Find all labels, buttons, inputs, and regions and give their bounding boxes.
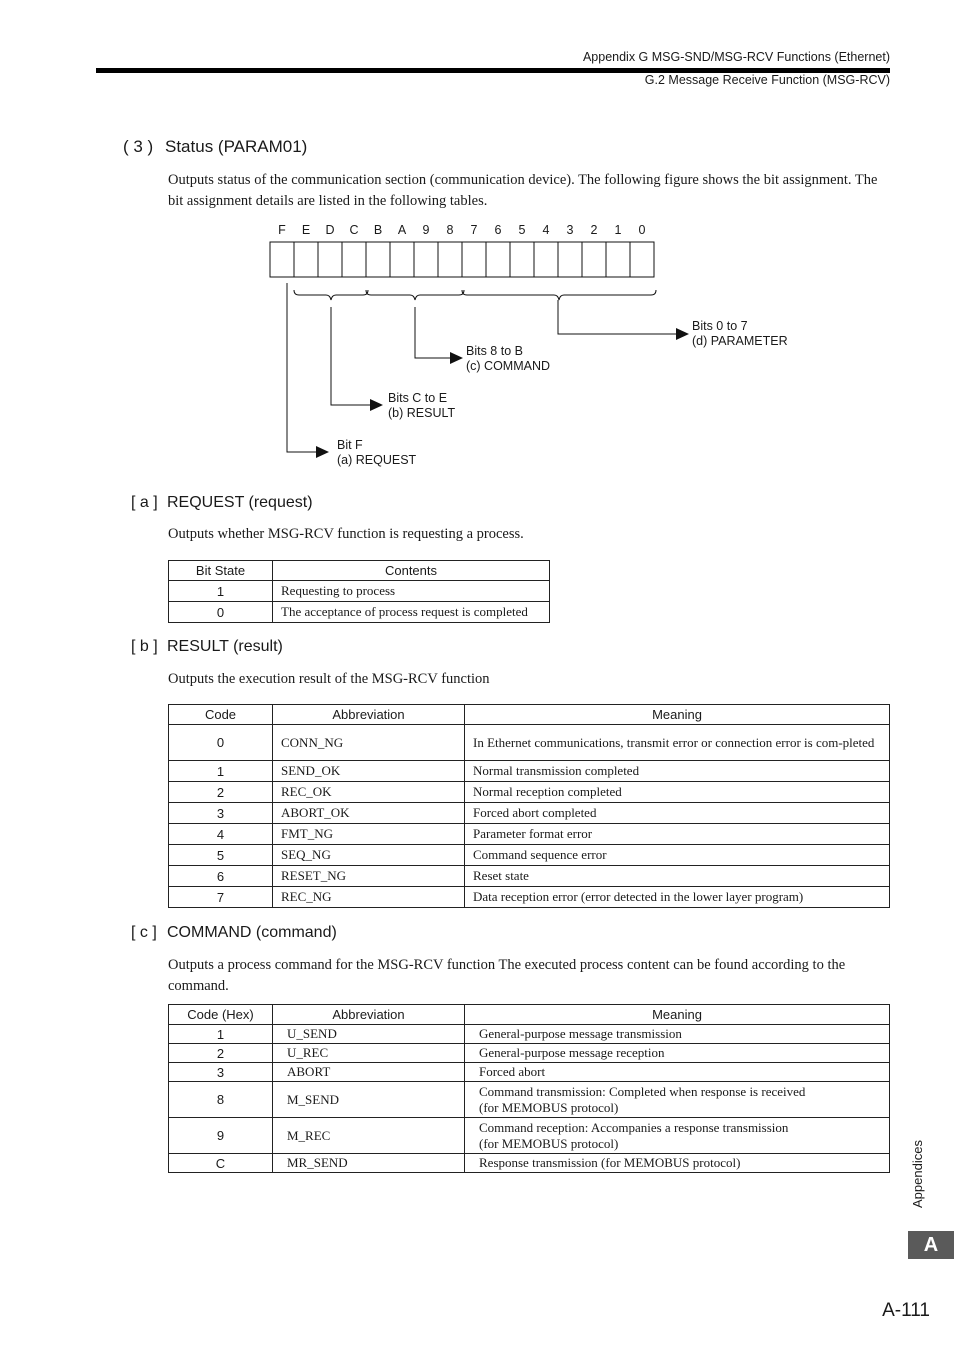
column-header: Code [169, 705, 273, 725]
leader-line-result [331, 307, 370, 405]
subsection-title: REQUEST (request) [167, 494, 313, 511]
bit-cells [294, 242, 630, 277]
table-cell: 0 [169, 602, 273, 623]
result-table [168, 704, 890, 908]
group-command-name: (c) COMMAND [466, 359, 551, 373]
bit-label: B [373, 223, 383, 237]
page-number: A-111 [882, 1300, 930, 1321]
table-row [169, 1082, 890, 1118]
appendix-tab: A [908, 1231, 954, 1259]
running-header-section: G.2 Message Receive Function (MSG-RCV) [644, 73, 890, 87]
table-cell: The acceptance of process request is completed [273, 602, 550, 623]
arrowhead-result [370, 399, 383, 411]
bit-label: 2 [590, 223, 598, 237]
leader-line-request [287, 283, 316, 452]
column-header: Code (Hex) [169, 1005, 273, 1025]
table-row [169, 761, 890, 782]
table-cell: U_SEND [273, 1025, 465, 1044]
brace-bits-0-7 [462, 290, 656, 300]
table-cell: 1 [169, 761, 273, 782]
table-cell: Command sequence error [465, 845, 890, 866]
column-header: Contents [273, 561, 550, 581]
command-table [168, 1004, 890, 1173]
bit-label: F [278, 223, 286, 237]
bit-label: D [325, 223, 335, 237]
table-cell: Forced abort completed [465, 803, 890, 824]
meaning-line: (for MEMOBUS protocol) [479, 1099, 619, 1115]
table-row [169, 1044, 890, 1063]
table-cell: 2 [169, 1044, 273, 1063]
brace-bits-c-e [294, 290, 368, 300]
group-result-name: (b) RESULT [388, 406, 456, 420]
table-cell: Normal reception completed [465, 782, 890, 803]
bit-label: 7 [470, 223, 478, 237]
table-cell: 5 [169, 845, 273, 866]
bit-label: E [301, 223, 311, 237]
side-label-appendices: Appendices [910, 1140, 925, 1208]
table-cell: SEND_OK [273, 761, 465, 782]
table-cell: 1 [169, 1025, 273, 1044]
table-cell: 3 [169, 803, 273, 824]
bit-label: 5 [518, 223, 526, 237]
bit-label: 0 [638, 223, 646, 237]
table-row [169, 845, 890, 866]
result-description: Outputs the execution result of the MSG-RCV function [168, 671, 490, 687]
group-command-bits: Bits 8 to B [466, 344, 523, 358]
table-cell: RESET_NG [273, 866, 465, 887]
table-header-row [169, 1005, 890, 1025]
table-cell: 2 [169, 782, 273, 803]
table-row [169, 824, 890, 845]
section-title: Status (PARAM01) [165, 137, 308, 156]
table-cell: C [169, 1154, 273, 1173]
column-header: Meaning [465, 1005, 890, 1025]
table-cell: CONN_NG [273, 725, 465, 761]
table-cell: Normal transmission completed [465, 761, 890, 782]
table-cell [465, 1063, 890, 1082]
table-cell: ABORT [273, 1063, 465, 1082]
table-row [169, 782, 890, 803]
table-cell: U_REC [273, 1044, 465, 1063]
group-parameter-name: (d) PARAMETER [692, 334, 788, 348]
group-request-bits: Bit F [337, 438, 363, 452]
table-cell: Requesting to process [273, 581, 550, 602]
section-number: ( 3 ) [123, 137, 154, 156]
table-cell: Data reception error (error detected in the lower layer program) [465, 887, 890, 908]
table-row [169, 1118, 890, 1154]
table-cell [465, 1118, 890, 1154]
bit-label: 8 [446, 223, 454, 237]
table-cell: MR_SEND [273, 1154, 465, 1173]
table-cell: M_SEND [273, 1082, 465, 1118]
arrowhead-command [450, 352, 463, 364]
table-header-row [169, 561, 550, 581]
table-cell [465, 1025, 890, 1044]
table-cell: 4 [169, 824, 273, 845]
meaning-line: General-purpose message reception [479, 1045, 665, 1060]
table-cell: REC_OK [273, 782, 465, 803]
table-cell: Parameter format error [465, 824, 890, 845]
subsection-result-heading [131, 638, 283, 656]
group-parameter-bits: Bits 0 to 7 [692, 319, 748, 333]
subsection-number: [ c ] [131, 924, 157, 941]
column-header: Abbreviation [273, 705, 465, 725]
bit-label: 3 [566, 223, 574, 237]
arrowhead-request [316, 446, 329, 458]
group-result-bits: Bits C to E [388, 391, 448, 405]
meaning-line: (for MEMOBUS protocol) [479, 1135, 619, 1151]
subsection-number: [ b ] [131, 638, 158, 655]
table-cell: 6 [169, 866, 273, 887]
subsection-request-heading [131, 494, 313, 512]
bit-label: A [397, 223, 407, 237]
bit-label: 1 [614, 223, 622, 237]
table-cell [465, 1082, 890, 1118]
table-cell: 1 [169, 581, 273, 602]
table-row [169, 1025, 890, 1044]
table-cell: 7 [169, 887, 273, 908]
subsection-title: RESULT (result) [167, 638, 283, 655]
subsection-title: COMMAND (command) [167, 924, 337, 941]
table-cell: REC_NG [273, 887, 465, 908]
table-cell [465, 1044, 890, 1063]
bit-labels [278, 223, 645, 237]
request-description: Outputs whether MSG-RCV function is requesting a process. [168, 526, 524, 542]
subsection-number: [ a ] [131, 494, 158, 511]
leader-line-command [415, 307, 450, 358]
meaning-line: Command reception: Accompanies a response transmission [479, 1119, 789, 1135]
table-cell: 0 [169, 725, 273, 761]
bit-assignment-figure [0, 0, 954, 480]
bit-label: 6 [494, 223, 502, 237]
section-intro: Outputs status of the communication section (communication device). The following figure shows the bit assignment. The bit assignment details are listed in the following tables. [168, 172, 878, 209]
table-row [169, 1063, 890, 1082]
meaning-line: General-purpose message transmission [479, 1026, 682, 1041]
table-cell: 8 [169, 1082, 273, 1118]
column-header: Meaning [465, 705, 890, 725]
group-request-name: (a) REQUEST [337, 453, 417, 467]
subsection-command-heading [131, 924, 337, 942]
meaning-line: Response transmission (for MEMOBUS protocol) [479, 1155, 741, 1170]
table-row [169, 602, 550, 623]
bit-label: 9 [422, 223, 430, 237]
table-header-row [169, 705, 890, 725]
bit-label: 4 [542, 223, 550, 237]
table-row [169, 866, 890, 887]
table-cell: FMT_NG [273, 824, 465, 845]
bit-label: C [349, 223, 359, 237]
table-cell: In Ethernet communications, transmit error or connection error is com-pleted [465, 725, 890, 761]
table-cell: 3 [169, 1063, 273, 1082]
table-row [169, 887, 890, 908]
leader-line-parameter [558, 300, 676, 334]
arrowhead-parameter [676, 328, 689, 340]
table-cell: Reset state [465, 866, 890, 887]
table-cell: 9 [169, 1118, 273, 1154]
meaning-line: Command transmission: Completed when response is received [479, 1083, 806, 1099]
table-cell: ABORT_OK [273, 803, 465, 824]
table-cell: M_REC [273, 1118, 465, 1154]
running-header-chapter: Appendix G MSG-SND/MSG-RCV Functions (Ethernet) [582, 50, 890, 64]
brace-bits-8-b [366, 290, 464, 300]
table-row [169, 581, 550, 602]
column-header: Bit State [169, 561, 273, 581]
meaning-line: Forced abort [479, 1064, 546, 1079]
command-description: Outputs a process command for the MSG-RCV function The executed process content can be found according to the command. [168, 957, 846, 994]
column-header: Abbreviation [273, 1005, 465, 1025]
table-cell: SEQ_NG [273, 845, 465, 866]
table-row [169, 803, 890, 824]
table-row [169, 1154, 890, 1173]
request-table [168, 560, 550, 623]
table-row [169, 725, 890, 761]
table-cell [465, 1154, 890, 1173]
